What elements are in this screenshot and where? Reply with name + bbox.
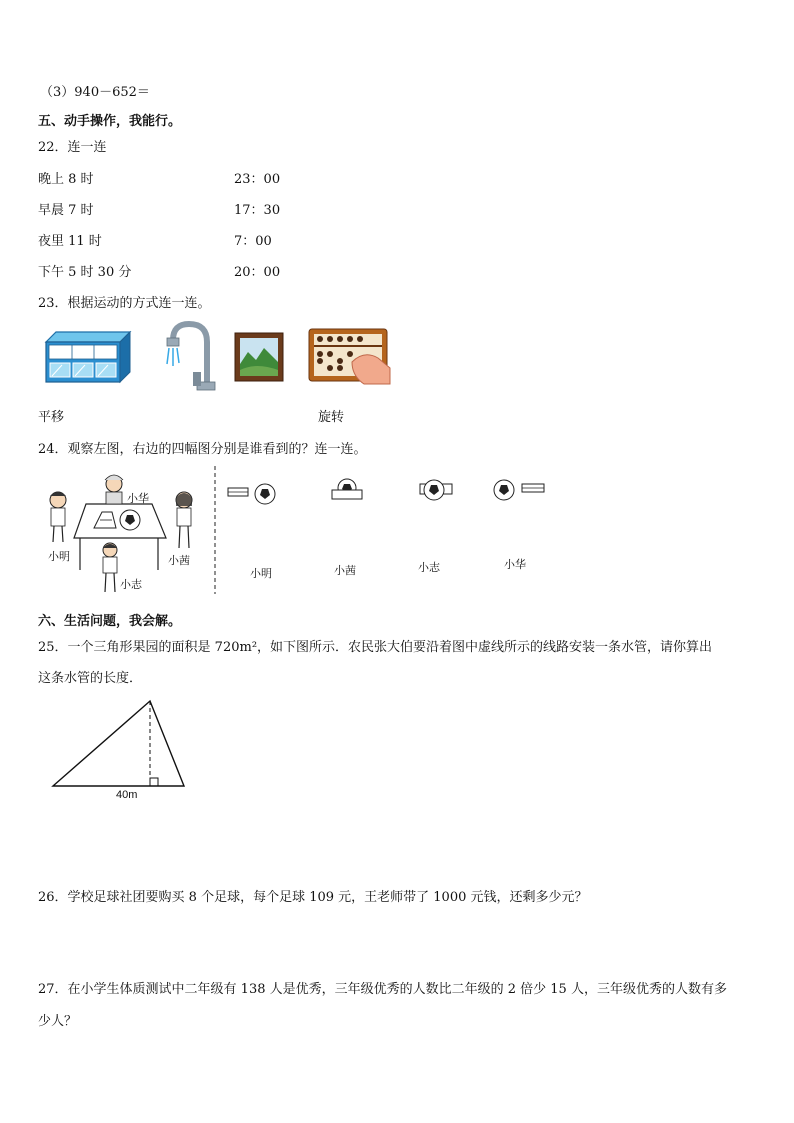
- q22-left-1: 晚上 8 时: [38, 172, 94, 187]
- q27-line1: 27．在小学生体质测试中二年级有 138 人是优秀，三年级优秀的人数比二年级的 2 倍少 15 人，三年级优秀的人数有多: [38, 982, 727, 997]
- q22-left-4: 下午 5 时 30 分: [38, 265, 132, 280]
- view-1-box-ball-icon: [226, 482, 280, 506]
- triangle-base-label: 40m: [116, 789, 138, 801]
- q26-text: 26．学校足球社团要购买 8 个足球，每个足球 109 元，王老师带了 1000 元钱，还剩多少元？: [38, 890, 588, 905]
- q23-label-rotate: 旋转: [318, 410, 345, 425]
- view-label-4: 小华: [504, 558, 526, 571]
- water-faucet-icon: [163, 320, 215, 394]
- view-2-ball-behind-box-icon: [330, 478, 364, 504]
- q27-line2: 少人？: [38, 1014, 78, 1029]
- q22-right-1: 23：00: [234, 172, 281, 187]
- section5-title: 五、动手操作，我能行。: [38, 114, 182, 129]
- q21-line3: （3）940－652＝: [40, 85, 150, 100]
- q22-title: 22．连一连: [38, 140, 107, 155]
- view-label-1: 小明: [250, 567, 272, 580]
- scene-label-xiaoqian: 小茜: [168, 554, 190, 567]
- scene-label-xiaohua: 小华: [127, 492, 149, 505]
- scene-label-xiaozhi: 小志: [120, 578, 142, 591]
- view-label-2: 小茜: [334, 564, 356, 577]
- q24-title: 24．观察左图，右边的四幅图分别是谁看到的？连一连。: [38, 442, 367, 457]
- q22-left-2: 早晨 7 时: [38, 203, 94, 218]
- drawer-cabinet-icon: [42, 328, 132, 384]
- q25-line2: 这条水管的长度．: [38, 671, 143, 686]
- triangle-orchard-figure: [50, 698, 190, 790]
- q23-title: 23．根据运动的方式连一连。: [38, 296, 211, 311]
- picture-frame-icon: [234, 332, 284, 382]
- abacus-icon: [308, 328, 392, 386]
- q25-line1: 25．一个三角形果园的面积是 720m²，如下图所示．农民张大伯要沿着图中虚线所示的线路安装一条水管，请你算出: [38, 640, 713, 655]
- section6-title: 六、生活问题，我会解。: [38, 614, 182, 629]
- q22-left-3: 夜里 11 时: [38, 234, 102, 249]
- q22-right-2: 17：30: [234, 203, 281, 218]
- view-3-ball-front-box-icon: [416, 478, 454, 504]
- dashed-divider: [213, 466, 217, 594]
- q22-right-3: 7：00: [234, 234, 272, 249]
- q22-right-4: 20：00: [234, 265, 281, 280]
- scene-label-xiaoming: 小明: [48, 550, 70, 563]
- view-4-ball-box-icon: [492, 478, 550, 502]
- view-label-3: 小志: [418, 561, 440, 574]
- q23-label-translate: 平移: [38, 410, 65, 425]
